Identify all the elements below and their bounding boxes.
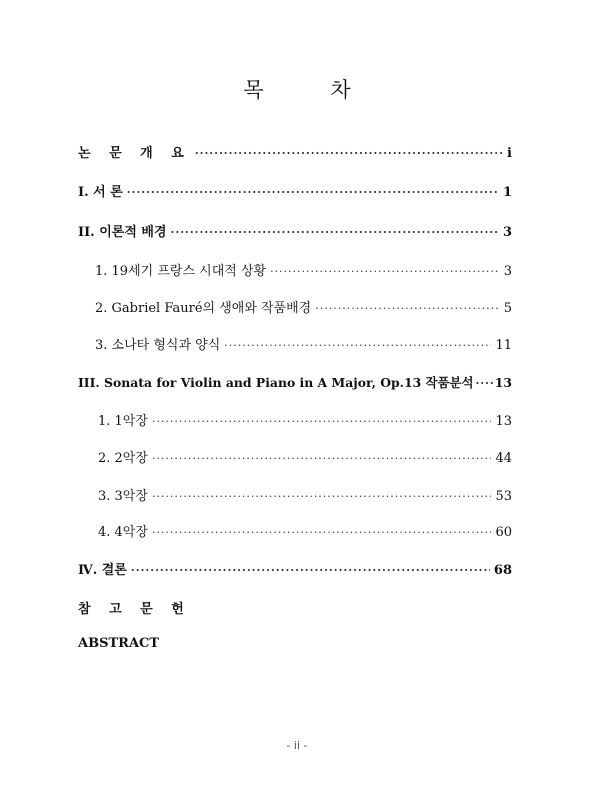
toc-entry-subsection[interactable] (98, 410, 512, 429)
toc-entry-subsection[interactable] (95, 334, 512, 353)
toc-entry-subsection[interactable] (95, 260, 512, 279)
toc-leader (224, 339, 491, 352)
toc-entry-background[interactable] (78, 221, 512, 240)
toc-label: 3. 3악장 (98, 489, 148, 504)
toc-leader (127, 186, 499, 199)
toc-entry-abstract[interactable]: ABSTRACT (78, 636, 160, 651)
toc-page-number: 68 (493, 563, 512, 578)
toc-entry-subsection[interactable] (98, 521, 512, 540)
toc-page-number: 5 (503, 301, 512, 316)
toc-label: 2. Gabriel Fauré의 생애와 작품배경 (95, 301, 312, 316)
toc-page-number: 44 (495, 451, 512, 466)
toc-page-number: 53 (495, 489, 512, 504)
toc-leader (152, 526, 492, 539)
toc-label: I. 서 론 (78, 185, 123, 200)
toc-leader (152, 452, 492, 465)
toc-label: Ⅳ. 결론 (78, 563, 127, 578)
toc-page-number: 13 (495, 414, 512, 429)
toc-label: III. Sonata for Violin and Piano in A Major, Op.13 작품분석 (78, 375, 474, 390)
toc-page-number: 1 (502, 185, 512, 200)
toc-leader (152, 490, 492, 503)
toc-leader (131, 564, 490, 577)
toc-leader (475, 377, 492, 390)
toc-page-number: 3 (502, 225, 512, 240)
toc-label: II. 이론적 배경 (78, 225, 167, 240)
toc-leader (171, 226, 499, 239)
toc-label: 1. 1악장 (98, 414, 148, 429)
toc-page-number: 11 (495, 338, 512, 353)
toc-label: 1. 19세기 프랑스 시대적 상황 (95, 264, 267, 279)
page-number-footer: - ii - (286, 739, 308, 752)
toc-entry-analysis[interactable] (78, 373, 512, 391)
toc-label: 논 문 개 요 (78, 146, 191, 161)
toc-page-number: 60 (495, 525, 512, 540)
toc-leader (152, 415, 492, 428)
toc-entry-subsection[interactable] (95, 297, 512, 316)
toc-entry-subsection[interactable] (98, 485, 512, 504)
toc-label: 2. 2악장 (98, 451, 148, 466)
toc-label: 3. 소나타 형식과 양식 (95, 338, 221, 353)
page-title: 목 차 (243, 78, 381, 102)
toc-page-number: 3 (503, 264, 512, 279)
toc-label: 4. 4악장 (98, 525, 148, 540)
toc-page-number: i (507, 146, 512, 161)
toc-entry-references[interactable]: 참 고 문 헌 (78, 602, 191, 617)
toc-leader (270, 265, 500, 278)
toc-entry-conclusion[interactable] (78, 559, 512, 578)
toc-leader (195, 147, 503, 160)
toc-page-number: 13 (494, 375, 512, 390)
toc-entry-introduction[interactable] (78, 181, 512, 200)
toc-entry-abstract-korean[interactable] (78, 142, 512, 161)
toc-leader (315, 302, 499, 315)
toc-entry-subsection[interactable] (98, 447, 512, 466)
